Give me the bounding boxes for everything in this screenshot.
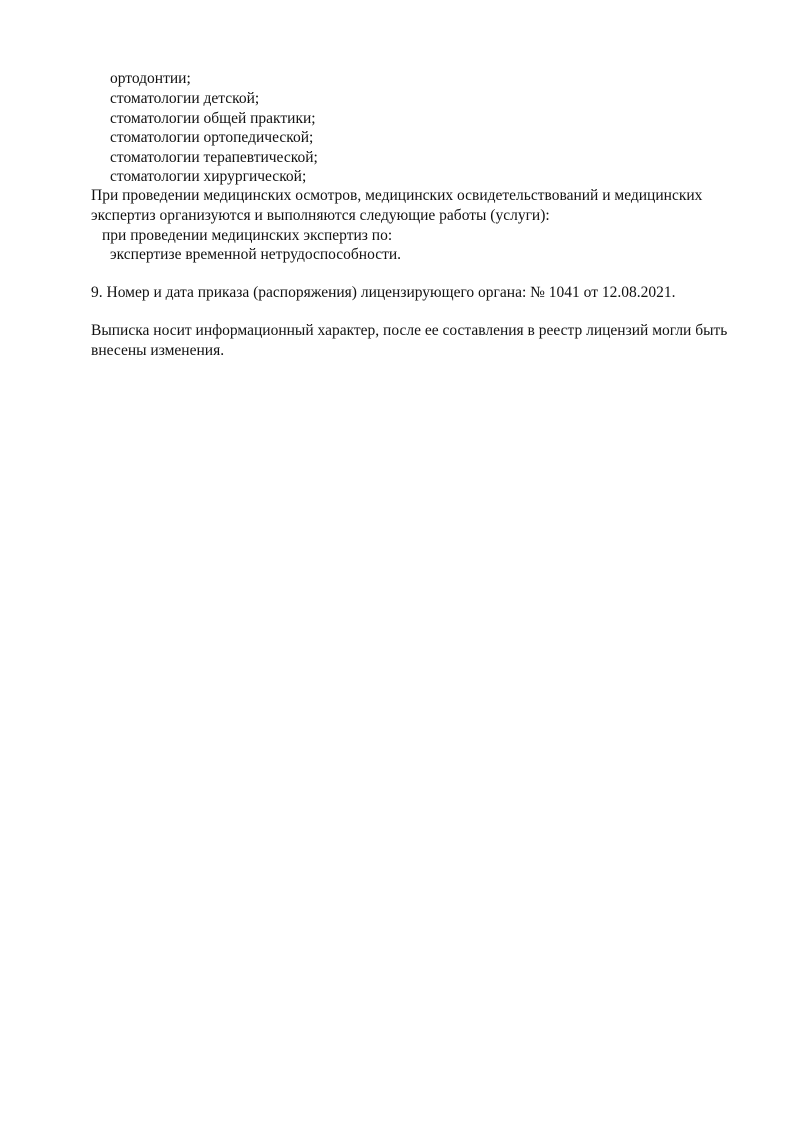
- specialty-item-general-dentistry: стоматологии общей практики;: [110, 110, 316, 127]
- specialty-item-surgical-dentistry: стоматологии хирургической;: [110, 168, 307, 185]
- specialty-item-orthopedic-dentistry: стоматологии ортопедической;: [110, 129, 314, 146]
- specialty-item-orthodontics: ортодонтии;: [110, 70, 191, 87]
- disclaimer-line-2: внесены изменения.: [91, 342, 225, 359]
- specialty-item-therapeutic-dentistry: стоматологии терапевтической;: [110, 149, 318, 166]
- exams-item-temporary-disability: экспертизе временной нетрудоспособности.: [110, 246, 402, 263]
- order-number-line: 9. Номер и дата приказа (распоряжения) лицензирующего органа: № 1041 от 12.08.2021.: [91, 284, 676, 301]
- disclaimer-line-1: Выписка носит информационный характер, после ее составления в реестр лицензий могли быть: [91, 322, 728, 339]
- exams-paragraph-line-2: экспертиз организуются и выполняются следующие работы (услуги):: [91, 207, 550, 224]
- exams-paragraph-line-1: При проведении медицинских осмотров, медицинских освидетельствований и медицинских: [91, 187, 703, 204]
- exams-subheading: при проведении медицинских экспертиз по:: [102, 227, 393, 244]
- specialty-item-pediatric-dentistry: стоматологии детской;: [110, 90, 260, 107]
